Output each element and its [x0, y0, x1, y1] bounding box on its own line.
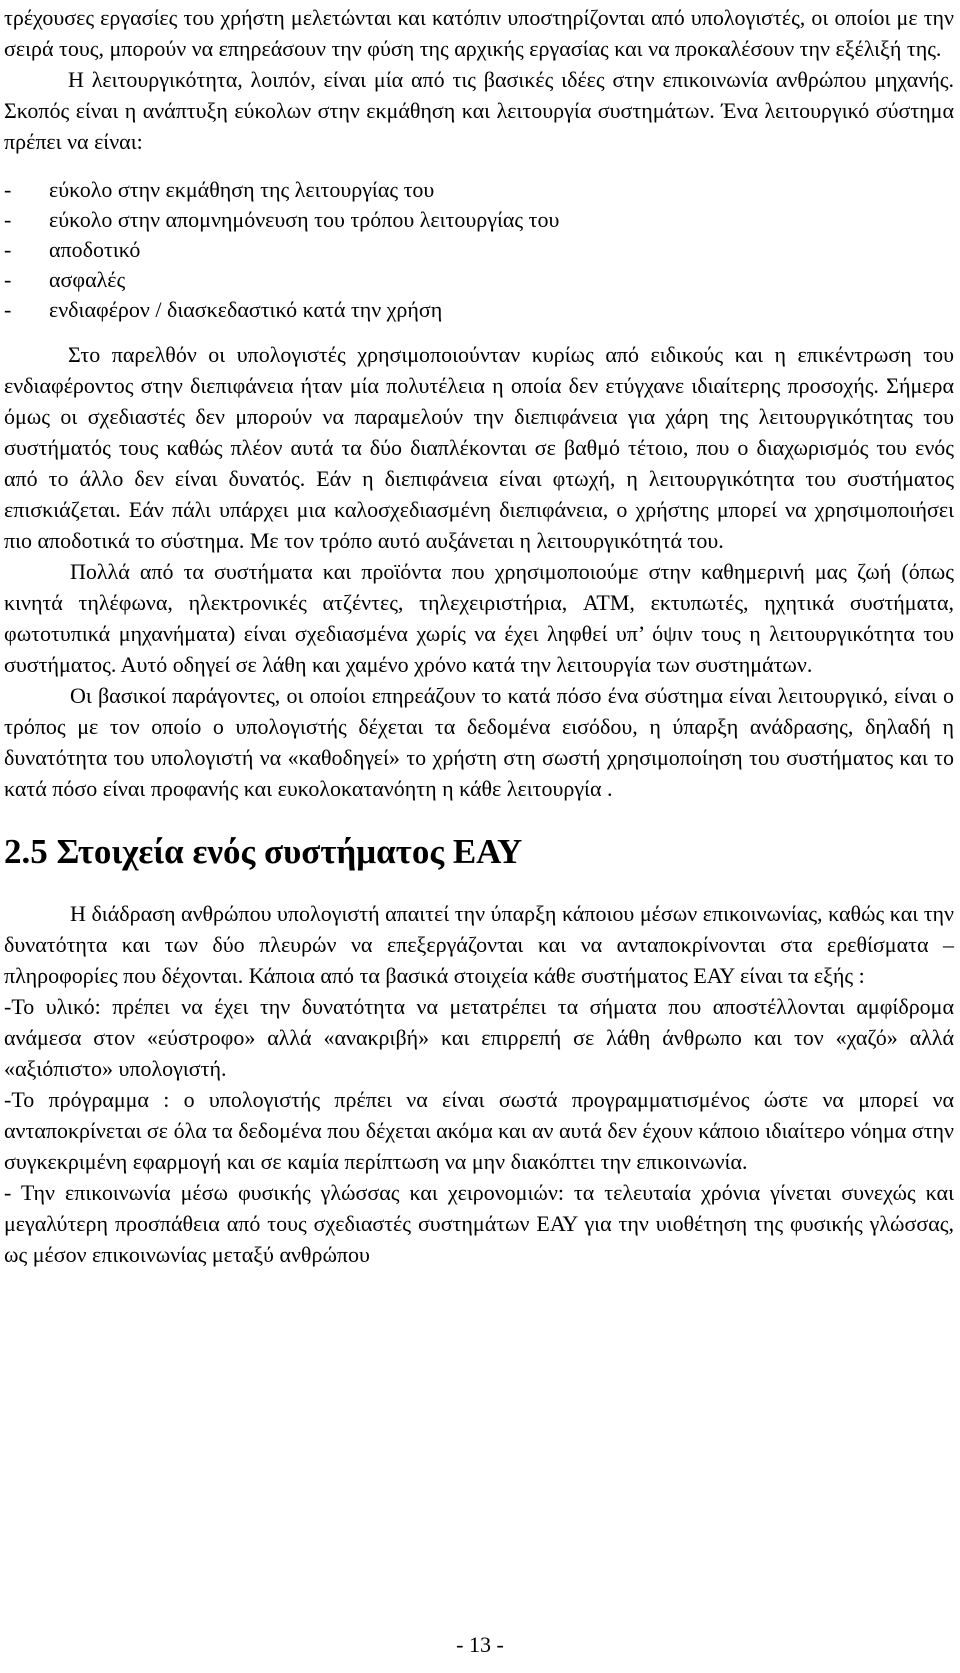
- list-item: [4, 295, 954, 325]
- dash-marker: -: [4, 297, 12, 322]
- page-number: - 13 -: [456, 1632, 504, 1657]
- dash-marker: -: [4, 267, 12, 292]
- list-item: [4, 235, 954, 265]
- section-paragraph-hardware: -Το υλικό: πρέπει να έχει την δυνατότητα να μετατρέπει τα σήματα που αποστέλλονται αμφίδρομα ανάμεσα στον «εύστροφο» αλλά «ανακριβή» και επιρρεπή σε λάθη άνθρωπο και τον «χαζό» αλλά «αξιόπιστο» υπολογιστή.: [4, 994, 954, 1081]
- spacer: [4, 157, 954, 175]
- intro-paragraph-2: Η λειτουργικότητα, λοιπόν, είναι μία από τις βασικές ιδέες στην επικοινωνία ανθρώπου μηχανής. Σκοπός είναι η ανάπτυξη εύκολων στην εκμάθηση και λειτουργία συστημάτων. Ένα λειτουργικό σύστημα πρέπει να είναι:: [4, 67, 954, 154]
- dash-marker: -: [4, 177, 12, 202]
- intro-paragraph-1: τρέχουσες εργασίες του χρήστη μελετώνται και κατόπιν υποστηρίζονται από υπολογιστές, οι οποίοι με την σειρά τους, μπορούν να επηρεάσουν την φύση της αρχικής εργασίας και να προκαλέσουν την εξέλιξή της.: [4, 5, 954, 61]
- body-paragraph-everyday-systems: Πολλά από τα συστήματα και προϊόντα που χρησιμοποιούμε στην καθημερινή μας ζωή (όπως κινητά τηλέφωνα, ηλεκτρονικές ατζέντες, τηλεχειριστήρια, ATM, εκτυπωτές, ηχητικά συστήματα, φωτοτυπικά μηχανήματα) είναι σχεδιασμένα χωρίς να έχει ληφθεί υπ’ όψιν τους η λειτουργικότητα του συστήματος. Αυτό οδηγεί σε λάθη και χαμένο χρόνο κατά την λειτουργία των συστημάτων.: [4, 559, 954, 677]
- dash-marker: -: [4, 237, 12, 262]
- list-item-text: εύκολο στην εκμάθηση της λειτουργίας του: [49, 177, 435, 202]
- list-item-text: εύκολο στην απομνημόνευση του τρόπου λειτουργίας του: [49, 207, 560, 232]
- section-paragraph-interaction: Η διάδραση ανθρώπου υπολογιστή απαιτεί την ύπαρξη κάποιου μέσων επικοινωνίας, καθώς και την δυνατότητα και των δύο πλευρών να επεξεργάζονται και να ανταποκρίνονται στα ερεθίσματα – πληροφορίες που δέχονται. Κάποια από τα βασικά στοιχεία κάθε συστήματος ΕΑΥ είναι τα εξής :: [4, 901, 954, 988]
- page-content: [4, 2, 954, 1270]
- list-item: [4, 265, 954, 295]
- list-item-text: ενδιαφέρον / διασκεδαστικό κατά την χρήση: [49, 297, 443, 322]
- list-item-text: ασφαλές: [49, 267, 126, 292]
- section-paragraph-software: -Το πρόγραμμα : ο υπολογιστής πρέπει να είναι σωστά προγραμματισμένος ώστε να μπορεί να ανταποκρίνεται σε όλα τα δεδομένα που δέχεται ακόμα και αν αυτά δεν έχουν κάποιο ιδιαίτερο νόημα στην συγκεκριμένη εφαρμογή και σε καμία περίπτωση να μην διακόπτει την επικοινωνία.: [4, 1087, 954, 1174]
- section-paragraph-natural-language: - Την επικοινωνία μέσω φυσικής γλώσσας και χειρονομιών: τα τελευταία χρόνια γίνεται συνεχώς και μεγαλύτερη προσπάθεια από τους σχεδιαστές συστημάτων ΕΑΥ για την υιοθέτηση της φυσικής γλώσσας, ως μέσον επικοινωνίας μεταξύ ανθρώπου: [4, 1180, 954, 1267]
- body-paragraph-factors: Οι βασικοί παράγοντες, οι οποίοι επηρεάζουν το κατά πόσο ένα σύστημα είναι λειτουργικό, είναι ο τρόπος με τον οποίο ο υπολογιστής δέχεται τα δεδομένα εισόδου, η ύπαρξη ανάδρασης, δηλαδή η δυνατότητα του υπολογιστή να «καθοδηγεί» το χρήστη στη σωστή χρησιμοποίηση του συστήματος και το κατά πόσο είναι προφανής και ευκολοκατανόητη η κάθε λειτουργία .: [4, 683, 954, 801]
- list-item-text: αποδοτικό: [49, 237, 141, 262]
- section-heading: 2.5 Στοιχεία ενός συστήματος ΕΑΥ: [4, 832, 523, 871]
- list-item: [4, 205, 954, 235]
- list-item: [4, 175, 954, 205]
- body-paragraph-past-present: Στο παρελθόν οι υπολογιστές χρησιμοποιούνταν κυρίως από ειδικούς και η επικέντρωση του ενδιαφέροντος στην διεπιφάνεια ήταν μία πολυτέλεια η οποία δεν ετύγχανε ιδιαίτερης προσοχής. Σήμερα όμως οι σχεδιαστές δεν μπορούν να παραμελούν την διεπιφάνεια για χάρη της λειτουργικότητας του συστήματός τους καθώς πλέον αυτά τα δύο διαπλέκονται σε βαθμό τέτοιο, που ο διαχωρισμός του ενός από το άλλο δεν είναι δυνατός. Εάν η διεπιφάνεια είναι φτωχή, η λειτουργικότητα του συστήματος επισκιάζεται. Εάν πάλι υπάρχει μια καλοσχεδιασμένη διεπιφάνεια, ο χρήστης μπορεί να χρησιμοποιήσει πιο αποδοτικά το σύστημα. Με τον τρόπο αυτό αυξάνεται η λειτουργικότητά του.: [4, 342, 954, 553]
- requirements-list: [4, 175, 954, 325]
- spacer: [4, 325, 954, 339]
- dash-marker: -: [4, 207, 12, 232]
